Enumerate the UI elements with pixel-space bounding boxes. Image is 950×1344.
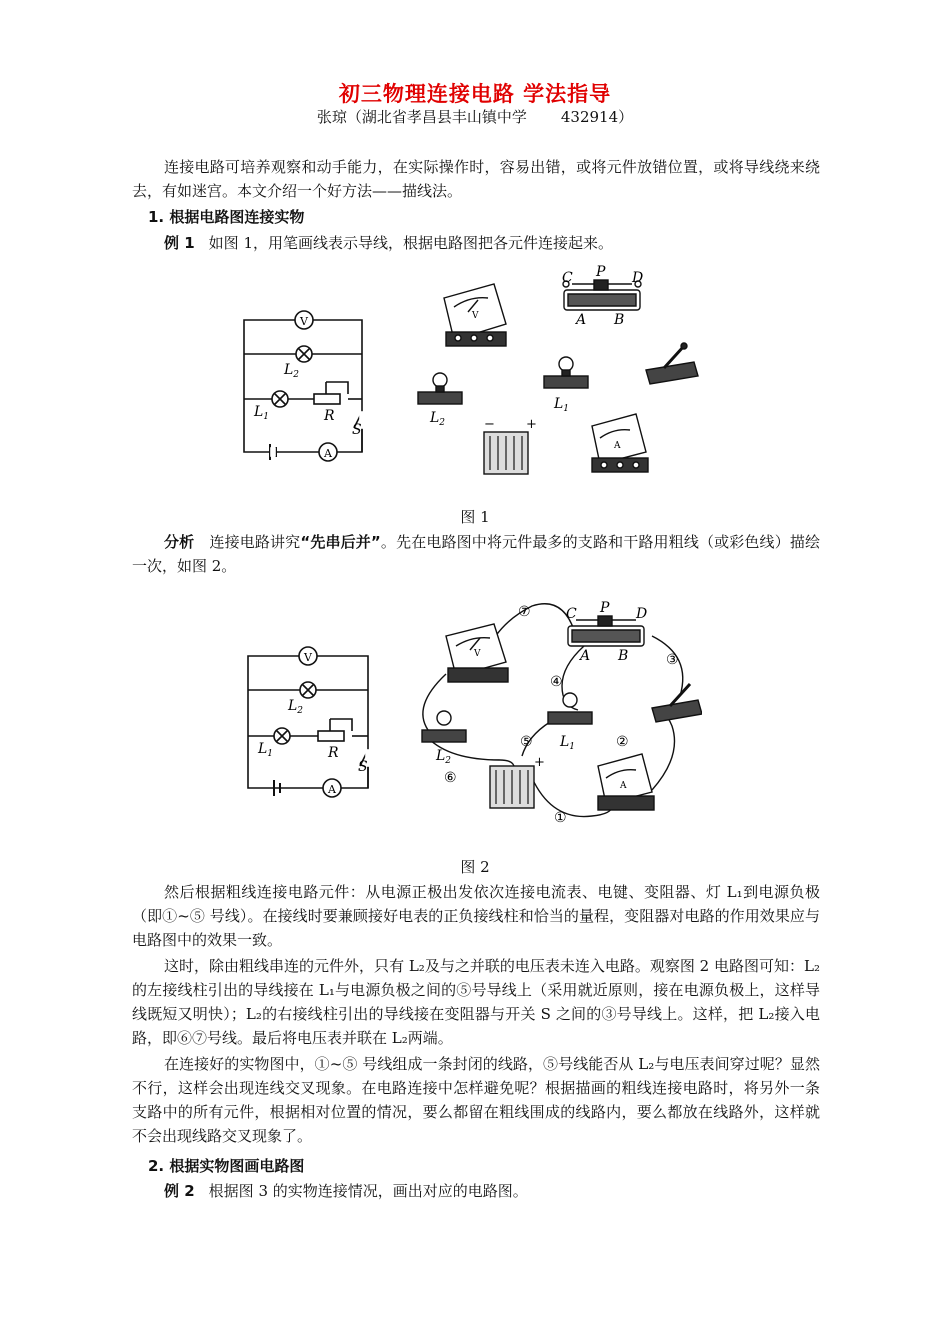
fig1-r-label: R [324, 408, 335, 424]
fig1-schematic [244, 311, 364, 461]
fig1-s-label: S [352, 422, 362, 438]
section-2-heading: 2. 根据实物图画电路图 [148, 1157, 305, 1175]
lamp2-device [418, 373, 462, 404]
rheo2-d-label: D [636, 606, 648, 622]
ammeter-device-2-label: A [620, 781, 627, 791]
lamp1-device [544, 357, 588, 388]
wire-1: ① [554, 810, 567, 826]
rheostat-device [563, 280, 641, 310]
lamp2-device-label: $L_2$ [430, 410, 446, 428]
fig2-v-label: V [304, 651, 312, 664]
example-1 [164, 232, 613, 253]
rheo2-a-label: A [580, 648, 591, 664]
voltmeter-device-2-label: V [474, 649, 481, 659]
voltmeter-device-label: V [472, 311, 479, 321]
example-2 [164, 1180, 528, 1201]
wire-3: ③ [666, 652, 679, 668]
fig1-l1-label: $L_1$ [254, 404, 270, 422]
paragraph-then: 然后根据粗线连接电路元件：从电源正极出发依次连接电流表、电键、变阻器、灯 L₁到电源负极（即①~⑤ 号线）。在接线时要兼顾接好电表的正负接线柱和恰当的量程，变阻器对电路的作用效果应与电路图中的效果一致。 [132, 883, 820, 949]
battery-device [484, 432, 528, 474]
lamp1-device-2 [548, 693, 592, 724]
fig2-a-label: A [328, 783, 336, 796]
analysis-quote: “先串后并” [300, 533, 381, 551]
wire-6: ⑥ [444, 770, 457, 786]
figure-2-caption: 图 2 [460, 858, 490, 876]
fig2-l1-label: $L_1$ [258, 741, 274, 759]
lamp1-device-label: $L_1$ [554, 396, 570, 414]
battery2-plus: + [534, 755, 545, 770]
switch-device [646, 343, 698, 384]
example-1-text: 如图 1，用笔画线表示导线，根据电路图把各元件连接起来。 [208, 234, 613, 252]
author-line [0, 106, 950, 127]
battery-device-2 [490, 766, 534, 808]
wire-5: ⑤ [520, 734, 533, 750]
figure-1 [232, 262, 702, 492]
ammeter-device-label: A [614, 441, 621, 451]
wire-4: ④ [550, 674, 563, 690]
fig2-schematic [248, 647, 370, 797]
paragraph-now: 这时，除由粗线串连的元件外，只有 L₂及与之并联的电压表未连入电路。观察图 2 电路图可知：L₂的左接线柱引出的导线接在 L₁与电源负极之间的⑤号导线上（采用就近原则，接在电源负极上，这样导线既短又明快）；L₂的右接线柱引出的导线接在变阻器与开关 S 之间的③号导线上。这样，把 L₂接入电路，即⑥⑦号线。最后将电压表并联在 L₂两端。 [132, 957, 820, 1047]
fig1-a-label: A [324, 447, 332, 460]
analysis-text-a: 连接电路讲究 [209, 533, 301, 551]
rheo-a-label: A [576, 312, 587, 328]
battery-minus: − [484, 417, 495, 432]
wire-2: ② [616, 734, 629, 750]
lamp1-device-2-label: $L_1$ [560, 734, 576, 752]
wire-7: ⑦ [518, 604, 531, 620]
fig1-l2-label: $L_2$ [284, 362, 300, 380]
figure-2 [232, 596, 702, 832]
analysis-text-b: 。先在电路图中将元件最多的支路和干路用粗线（或彩色线）描绘一次，如图 2。 [132, 533, 820, 575]
fig2-r-label: R [328, 745, 339, 761]
lamp2-device-2 [422, 711, 466, 742]
rheo-p-label: P [596, 264, 606, 280]
rheostat-symbol [314, 394, 340, 404]
section-1-heading: 1. 根据电路图连接实物 [148, 208, 305, 226]
rheo-c-label: C [562, 270, 573, 286]
battery2-minus: − [490, 753, 501, 768]
fig2-l2-label: $L_2$ [288, 698, 304, 716]
page-title: 初三物理连接电路 学法指导 [338, 82, 612, 106]
figure-1-caption: 图 1 [460, 508, 490, 526]
example-2-text: 根据图 3 的实物连接情况，画出对应的电路图。 [208, 1182, 528, 1200]
fig1-v-label: V [300, 315, 308, 328]
rheostat-device-2 [568, 616, 644, 646]
intro-paragraph: 连接电路可培养观察和动手能力，在实际操作时，容易出错，或将元件放错位置，或将导线绕来绕去，有如迷宫。本文介绍一个好方法——描线法。 [132, 158, 820, 200]
example-1-label: 例 1 [164, 234, 195, 252]
paragraph-in: 在连接好的实物图中，①~⑤ 号线组成一条封闭的线路，⑤号线能否从 L₂与电压表间穿过呢？显然不行，这样会出现连线交叉现象。在电路连接中怎样避免呢？根据描画的粗线连接电路时，将另外一条支路中的所有元件，根据相对位置的情况，要么都留在粗线围成的线路内，要么都放在线路外，这样就不会出现线路交叉现象了。 [132, 1055, 820, 1145]
rheo-b-label: B [614, 312, 625, 328]
rheo-d-label: D [632, 270, 644, 286]
rheo2-b-label: B [618, 648, 629, 664]
rheo2-p-label: P [600, 600, 610, 616]
analysis-paragraph [132, 530, 820, 578]
example-2-label: 例 2 [164, 1182, 195, 1200]
rheo2-c-label: C [566, 606, 577, 622]
fig2-s-label: S [358, 759, 368, 775]
battery-plus: + [526, 417, 537, 432]
lamp2-device-2-label: $L_2$ [436, 748, 452, 766]
switch-device-2 [652, 684, 702, 722]
author-zip: 432914） [560, 108, 634, 126]
author-name: 张琼（湖北省孝昌县丰山镇中学 [316, 108, 527, 126]
analysis-label: 分析 [164, 533, 195, 551]
